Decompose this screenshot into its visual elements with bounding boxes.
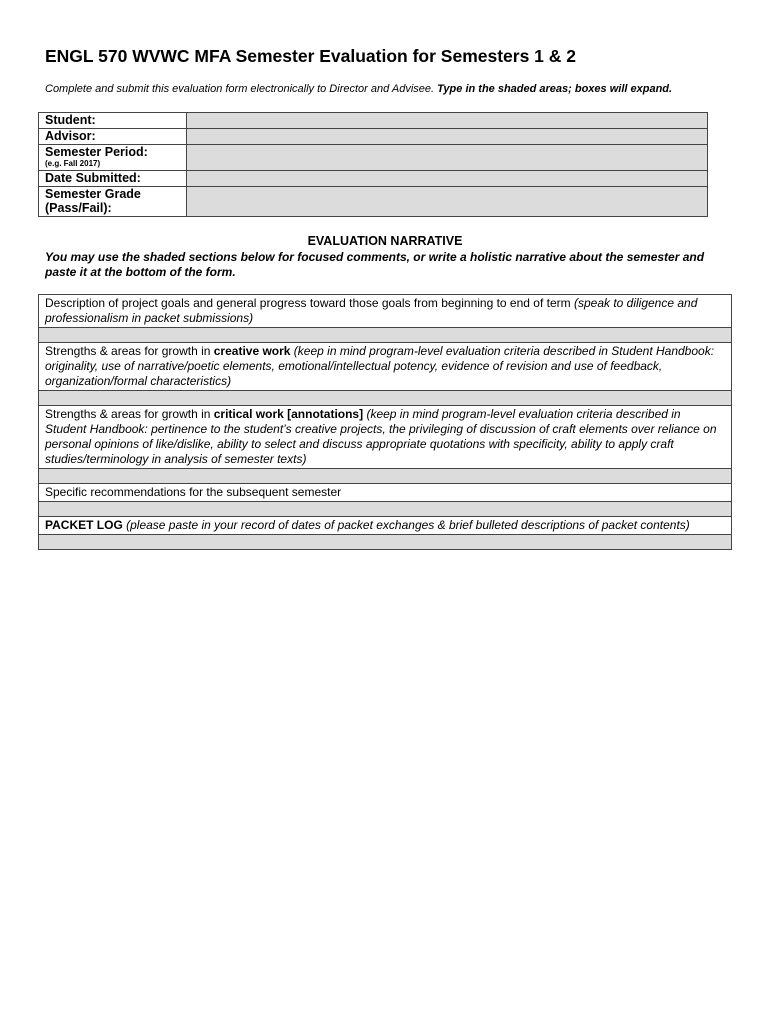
section-field-goals[interactable] — [39, 328, 732, 343]
semester-grade-label — [39, 187, 187, 217]
intro-text — [45, 83, 672, 95]
section-prompt-goals — [39, 295, 732, 328]
section-prompt-text: Strengths & areas for growth in — [45, 344, 214, 358]
section-prompt-text: Specific recommendations for the subsequent semester — [45, 485, 342, 499]
semester-grade-line1: Semester Grade — [45, 187, 141, 201]
section-prompt-text: Strengths & areas for growth in — [45, 407, 214, 421]
section-prompt-creative — [39, 343, 732, 391]
intro-plain: Complete and submit this evaluation form electronically to Director and Advisee. — [45, 83, 435, 95]
student-info-table — [38, 112, 708, 217]
section-field-packet-log[interactable] — [39, 535, 732, 550]
semester-period-text: Semester Period: — [45, 145, 148, 159]
semester-period-hint: (e.g. Fall 2017) — [45, 159, 101, 168]
semester-period-label — [39, 145, 187, 171]
section-prompt-text: Description of project goals and general progress toward those goals from beginning to end of term — [45, 296, 574, 310]
narrative-subheading: You may use the shaded sections below for focused comments, or write a holistic narrative about the semester and paste it at the bottom of the form. — [45, 250, 705, 279]
section-prompt-note: (keep in mind program-level evaluation criteria described in Student Handbook: pertinence to the student’s creative projects, the privileging of discussion of craft elements over reliance on personal opinions of like/dislike, ability to select and discuss appropriate quotations with specificity, ability to apply craft studies/terminology in analysis of semester texts) — [45, 407, 717, 466]
section-prompt-critical — [39, 406, 732, 469]
section-prompt-recommendations — [39, 484, 732, 502]
section-prompt-note: (keep in mind program-level evaluation criteria described in Student Handbook: originality, use of narrative/poetic elements, emotional/intellectual potency, evidence of revision and use of feedback, organization/formal characteristics) — [45, 344, 715, 388]
intro-bold: Type in the shaded areas; boxes will expand. — [437, 83, 673, 95]
section-prompt-note: (speak to diligence and professionalism in packet submissions) — [45, 296, 698, 325]
section-field-recommendations[interactable] — [39, 502, 732, 517]
narrative-heading: EVALUATION NARRATIVE — [307, 234, 463, 248]
section-prompt-bold: creative work — [213, 344, 291, 358]
section-prompt-bold: PACKET LOG — [45, 518, 123, 532]
date-submitted-label: Date Submitted: — [39, 171, 187, 187]
section-field-critical[interactable] — [39, 469, 732, 484]
section-prompt-note: (please paste in your record of dates of packet exchanges & brief bulleted descriptions of packet contents) — [122, 518, 690, 532]
narrative-table — [38, 294, 732, 550]
page-title: ENGL 570 WVWC MFA Semester Evaluation for Semesters 1 & 2 — [45, 46, 577, 66]
section-prompt-packet-log — [39, 517, 732, 535]
student-label: Student: — [39, 113, 187, 129]
section-prompt-bold: critical work [annotations] — [213, 407, 364, 421]
semester-grade-line2: (Pass/Fail): — [45, 201, 112, 215]
semester-period-field[interactable] — [187, 145, 708, 171]
section-field-creative[interactable] — [39, 391, 732, 406]
student-field[interactable] — [187, 113, 708, 129]
advisor-field[interactable] — [187, 129, 708, 145]
semester-grade-field[interactable] — [187, 187, 708, 217]
advisor-label: Advisor: — [39, 129, 187, 145]
date-submitted-field[interactable] — [187, 171, 708, 187]
